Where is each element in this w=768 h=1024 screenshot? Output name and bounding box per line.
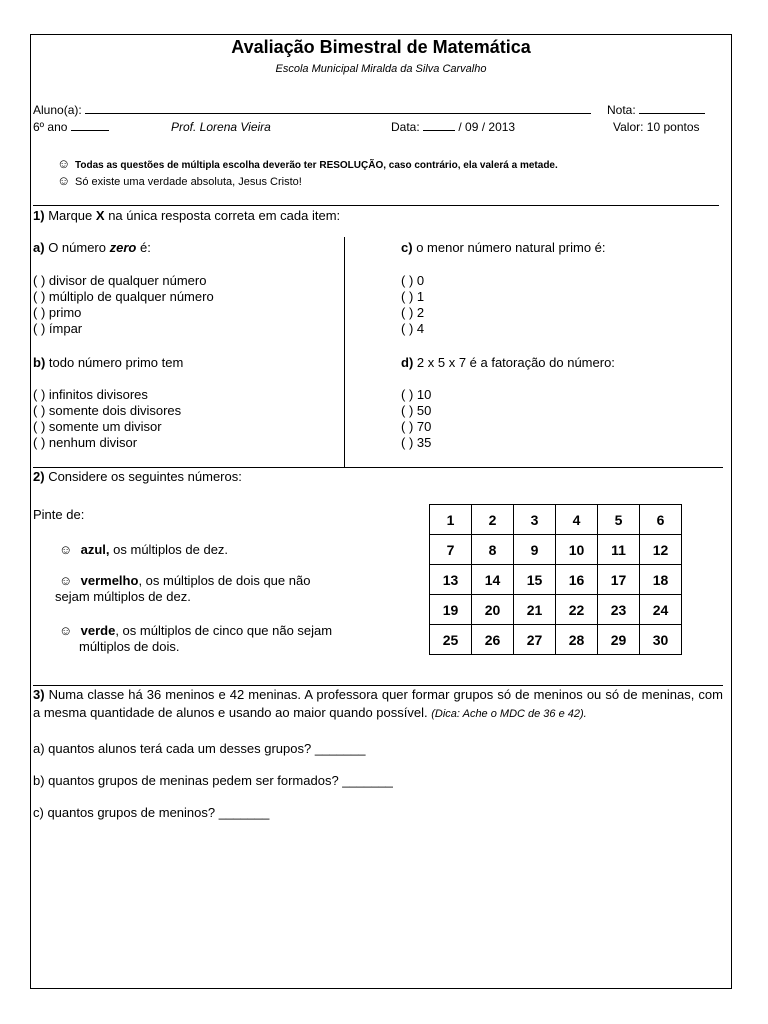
q2-red-rule: ☺ vermelho, os múltiplos de dois que não sejam múltiplos de dez.: [55, 573, 311, 604]
grid-cell[interactable]: 16: [556, 565, 598, 595]
option-checkbox[interactable]: ( ) divisor de qualquer número: [33, 273, 207, 288]
q1a-question: a) O número zero é:: [33, 240, 151, 255]
q1-column-divider: [344, 237, 345, 467]
q1b-question: b) todo número primo tem: [33, 355, 184, 370]
option-checkbox[interactable]: ( ) 1: [401, 289, 425, 304]
grid-cell[interactable]: 28: [556, 625, 598, 655]
grid-cell[interactable]: 13: [430, 565, 472, 595]
student-label: Aluno(a):: [33, 103, 82, 117]
grid-cell[interactable]: 15: [514, 565, 556, 595]
grid-cell[interactable]: 9: [514, 535, 556, 565]
grid-cell[interactable]: 17: [598, 565, 640, 595]
smiley-icon: ☺: [57, 173, 71, 188]
grid-row: [430, 535, 682, 565]
q1d-options: [401, 387, 431, 451]
student-blank[interactable]: [85, 103, 591, 114]
grid-cell[interactable]: 22: [556, 595, 598, 625]
option-checkbox[interactable]: ( ) 4: [401, 321, 425, 336]
option-checkbox[interactable]: ( ) 35: [401, 435, 432, 450]
grid-cell[interactable]: 2: [472, 505, 514, 535]
grid-cell[interactable]: 14: [472, 565, 514, 595]
q1c-question: c) o menor número natural primo é:: [401, 240, 606, 255]
grid-row: [430, 595, 682, 625]
q2-blue-rule: ☺ azul, os múltiplos de dez.: [59, 542, 229, 557]
q3b-question[interactable]: b) quantos grupos de meninas pedem ser formados? _______: [33, 773, 393, 788]
value-label: Valor: 10 pontos: [613, 120, 700, 134]
grid-row: [430, 625, 682, 655]
option-checkbox[interactable]: ( ) somente dois divisores: [33, 403, 182, 418]
grid-cell[interactable]: 30: [640, 625, 682, 655]
grid-cell[interactable]: 7: [430, 535, 472, 565]
year-label: 6º ano: [33, 120, 68, 134]
date-field[interactable]: [391, 120, 515, 134]
grid-cell[interactable]: 20: [472, 595, 514, 625]
option-checkbox[interactable]: ( ) primo: [33, 305, 82, 320]
grid-cell[interactable]: 5: [598, 505, 640, 535]
option-checkbox[interactable]: ( ) 50: [401, 403, 432, 418]
option-checkbox[interactable]: ( ) 70: [401, 419, 432, 434]
grid-cell[interactable]: 24: [640, 595, 682, 625]
grid-cell[interactable]: 1: [430, 505, 472, 535]
grid-cell[interactable]: 21: [514, 595, 556, 625]
date-rest: / 09 / 2013: [458, 120, 516, 134]
note-truth: ☺ Só existe uma verdade absoluta, Jesus Cristo!: [57, 173, 302, 188]
grid-row: [430, 565, 682, 595]
q1c-options: [401, 273, 424, 337]
grid-cell[interactable]: 18: [640, 565, 682, 595]
smiley-icon: ☺: [59, 573, 73, 588]
grid-cell[interactable]: 26: [472, 625, 514, 655]
note-resolution: ☺ Todas as questões de múltipla escolha deverão ter RESOLUÇÃO, caso contrário, ela valerá a metade.: [57, 156, 558, 171]
school-name: Escola Municipal Miralda da Silva Carvalho: [275, 63, 487, 75]
class-blank[interactable]: [71, 120, 109, 131]
exam-page: [30, 34, 732, 989]
q3-hint: (Dica: Ache o MDC de 36 e 42).: [431, 708, 587, 720]
smiley-icon: ☺: [59, 542, 73, 557]
smiley-icon: ☺: [59, 623, 73, 638]
grid-cell[interactable]: 23: [598, 595, 640, 625]
grid-cell[interactable]: 25: [430, 625, 472, 655]
q1d-question: d) 2 x 5 x 7 é a fatoração do número:: [401, 355, 615, 370]
grid-cell[interactable]: 4: [556, 505, 598, 535]
q1a-options: [33, 273, 214, 337]
grid-cell[interactable]: 27: [514, 625, 556, 655]
q3-statement: 3) Numa classe há 36 meninos e 42 meninas. A professora quer formar grupos só de meninos ou só de meninas, com a mesma quantidade de alunos e usando ao maior quando possível. (Dica: Ache o MDC de 36 e 42).: [33, 687, 723, 720]
grade-blank[interactable]: [639, 103, 705, 114]
teacher-name: Prof. Lorena Vieira: [171, 120, 271, 134]
option-checkbox[interactable]: ( ) 10: [401, 387, 432, 402]
number-grid: [429, 504, 682, 655]
divider: [33, 467, 723, 468]
option-checkbox[interactable]: ( ) infinitos divisores: [33, 387, 148, 402]
option-checkbox[interactable]: ( ) 0: [401, 273, 425, 288]
grid-cell[interactable]: 10: [556, 535, 598, 565]
grid-row: [430, 505, 682, 535]
option-checkbox[interactable]: ( ) nenhum divisor: [33, 435, 138, 450]
grid-cell[interactable]: 3: [514, 505, 556, 535]
q2-paint-label: Pinte de:: [33, 507, 85, 522]
q3a-question[interactable]: a) quantos alunos terá cada um desses grupos? _______: [33, 741, 366, 756]
grid-cell[interactable]: 8: [472, 535, 514, 565]
q1-prompt: 1) Marque X na única resposta correta em cada item:: [33, 208, 341, 223]
grid-cell[interactable]: 6: [640, 505, 682, 535]
grid-cell[interactable]: 19: [430, 595, 472, 625]
exam-title: Avaliação Bimestral de Matemática: [231, 37, 531, 57]
grade-label: Nota:: [607, 103, 636, 117]
option-checkbox[interactable]: ( ) ímpar: [33, 321, 83, 336]
smiley-icon: ☺: [57, 156, 71, 171]
student-field[interactable]: [33, 103, 591, 117]
option-checkbox[interactable]: ( ) múltiplo de qualquer número: [33, 289, 214, 304]
year-field: [33, 120, 109, 134]
grid-cell[interactable]: 12: [640, 535, 682, 565]
grade-field[interactable]: [607, 103, 705, 117]
q2-prompt: 2) Considere os seguintes números:: [33, 469, 242, 484]
q3c-question[interactable]: c) quantos grupos de meninos? _______: [33, 805, 270, 820]
grid-cell[interactable]: 29: [598, 625, 640, 655]
q2-green-rule: ☺ verde, os múltiplos de cinco que não sejam múltiplos de dois.: [59, 623, 333, 654]
grid-cell[interactable]: 11: [598, 535, 640, 565]
divider: [33, 205, 719, 206]
date-day-blank[interactable]: [423, 120, 455, 131]
date-label: Data:: [391, 120, 420, 134]
q1b-options: [33, 387, 181, 451]
option-checkbox[interactable]: ( ) 2: [401, 305, 425, 320]
option-checkbox[interactable]: ( ) somente um divisor: [33, 419, 162, 434]
